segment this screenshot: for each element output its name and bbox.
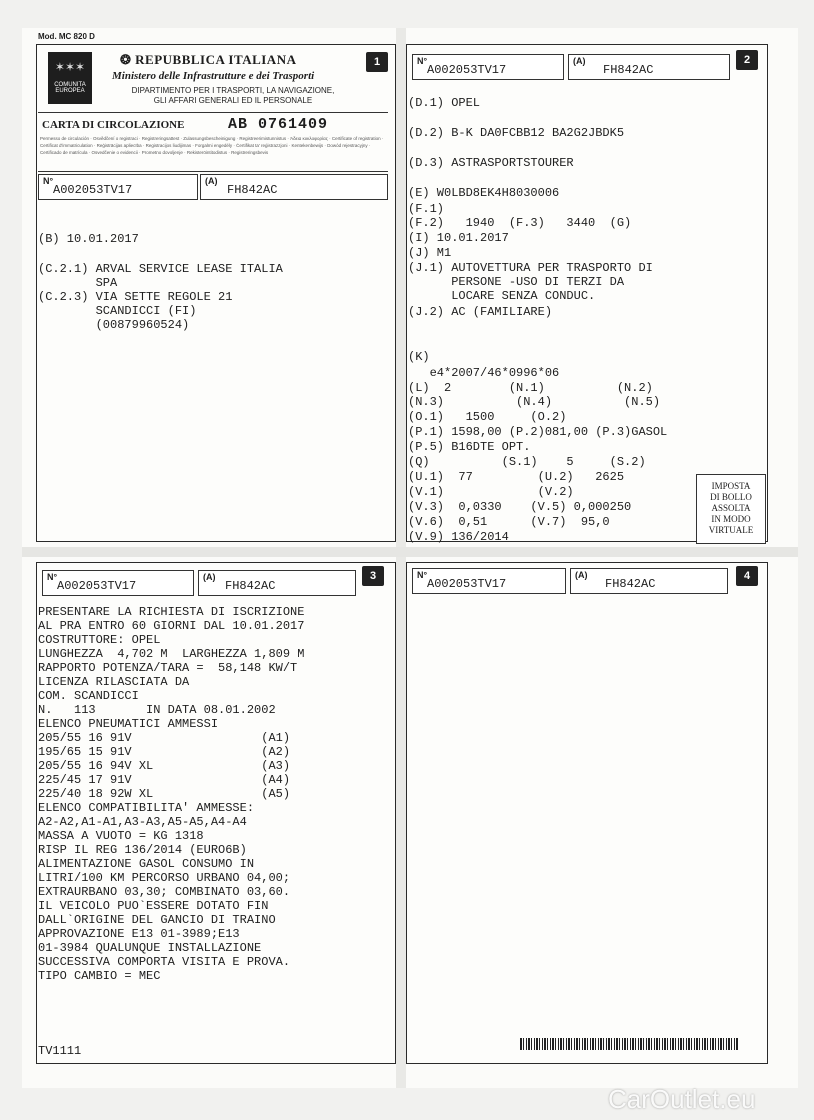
barcode-bar <box>659 1038 660 1050</box>
barcode-bar <box>715 1038 716 1050</box>
eu-emblem <box>48 52 92 104</box>
field-c23-code: (00879960524) <box>38 318 190 332</box>
barcode-bar <box>622 1038 623 1050</box>
field-f1: (F.1) <box>408 202 445 216</box>
barcode-bar <box>590 1038 591 1050</box>
panel-1-number: 1 <box>366 52 388 72</box>
barcode-bar <box>664 1038 666 1050</box>
notes-line: LITRI/100 KM PERCORSO URBANO 04,00; <box>38 871 291 885</box>
barcode-bar <box>611 1038 612 1050</box>
barcode-bar <box>574 1038 575 1050</box>
field-c23-address: (C.2.3) VIA SETTE REGOLE 21 <box>38 290 233 304</box>
notes-line: RISP IL REG 136/2014 (EURO6B) <box>38 843 247 857</box>
notes-line: LUNGHEZZA 4,702 M LARGHEZZA 1,809 M <box>38 647 305 661</box>
barcode-bar <box>627 1038 628 1050</box>
barcode-bar <box>624 1038 626 1050</box>
barcode-bar <box>558 1038 559 1050</box>
barcode-bar <box>718 1038 719 1050</box>
field-v6-v7: (V.6) 0,51 (V.7) 95,0 <box>408 515 610 529</box>
field-n3-n5: (N.3) (N.4) (N.5) <box>408 395 661 409</box>
field-f2-f3-g: (F.2) 1940 (F.3) 3440 (G) <box>408 216 632 230</box>
barcode-bar <box>710 1038 711 1050</box>
barcode-bar <box>542 1038 543 1050</box>
n-label: N° <box>43 176 54 186</box>
field-b-date: (B) 10.01.2017 <box>38 232 139 246</box>
barcode-bar <box>643 1038 644 1050</box>
a-plate-box-4 <box>570 568 728 594</box>
notes-line: EXTRAURBANO 03,30; COMBINATO 03,60. <box>38 885 291 899</box>
barcode-bar <box>584 1038 586 1050</box>
notes-line: N. 113 IN DATA 08.01.2002 <box>38 703 276 717</box>
tax-stamp <box>696 474 766 544</box>
fold-crease-horizontal <box>22 547 798 557</box>
notes-line: ALIMENTAZIONE GASOL CONSUMO IN <box>38 857 255 871</box>
republic-title <box>120 52 296 68</box>
barcode-bar <box>632 1038 634 1050</box>
barcode-bar <box>638 1038 639 1050</box>
barcode-bar <box>576 1038 578 1050</box>
barcode-bar <box>630 1038 631 1050</box>
stamp-line: ASSOLTA <box>711 503 751 513</box>
notes-line: COM. SCANDICCI <box>38 689 139 703</box>
barcode-bar <box>550 1038 551 1050</box>
barcode-bar <box>520 1038 522 1050</box>
barcode-bar <box>704 1038 706 1050</box>
field-d2: (D.2) B-K DA0FCBB12 BA2G2JBDK5 <box>408 126 625 140</box>
barcode-bar <box>619 1038 620 1050</box>
model-label: Mod. MC 820 D <box>38 32 95 41</box>
department-line-1: DIPARTIMENTO PER I TRASPORTI, LA NAVIGAZIONE, <box>131 86 335 95</box>
barcode-bar <box>568 1038 570 1050</box>
n-value: A002053TV17 <box>53 183 133 197</box>
fold-crease-vertical <box>396 28 406 1088</box>
multilingual-fine-print: Permesso de circulación · Osvědčení o registraci · Registreringsattest · Zulassungsbescheinigung · Registreerimistunnistus · Άδεια κυκλοφορίας · Certificate of registration · Certificat d'immatriculation · Reģistrācijas apliecība · Registracijos liudijimas · Forgalmi engedély · Ċertifikat ta' reġistrazzjoni · Kentekenbewijs · Dowód rejestracyjny · Certificado de matrícula · Osvedčenie o evidencii · Prometno dovoljenje · Rekisteröintitodistus · Registreringsbevis <box>40 136 384 155</box>
barcode-bar <box>528 1038 530 1050</box>
stamp-line: IN MODO <box>711 514 751 524</box>
field-c21-owner-cont: SPA <box>38 276 118 290</box>
barcode-bar <box>723 1038 724 1050</box>
barcode-bar <box>678 1038 679 1050</box>
carta-number: AB 0761409 <box>228 116 329 133</box>
n-number-box-2 <box>412 54 564 80</box>
barcode-bar <box>595 1038 596 1050</box>
stamp-line: IMPOSTA <box>711 481 751 491</box>
a-label: (A) <box>203 572 216 582</box>
field-e-vin: (E) W0LBD8EK4H8030006 <box>408 186 560 200</box>
barcode-bar <box>646 1038 647 1050</box>
barcode-bar <box>571 1038 572 1050</box>
notes-line: LICENZA RILASCIATA DA <box>38 675 190 689</box>
n-number-box-1 <box>38 174 198 200</box>
barcode-bar <box>686 1038 687 1050</box>
barcode-bar <box>598 1038 599 1050</box>
barcode-bar <box>635 1038 636 1050</box>
notes-line: 01-3984 QUALUNQUE INSTALLAZIONE <box>38 941 262 955</box>
n-label: N° <box>47 572 58 582</box>
barcode-bar <box>536 1038 538 1050</box>
notes-line: TIPO CAMBIO = MEC <box>38 969 161 983</box>
barcode-bar <box>579 1038 580 1050</box>
barcode-bar <box>608 1038 610 1050</box>
field-j1-cont-1: PERSONE -USO DI TERZI DA <box>408 275 625 289</box>
n-label: N° <box>417 56 428 66</box>
barcode <box>520 1038 740 1050</box>
field-i: (I) 10.01.2017 <box>408 231 509 245</box>
barcode-bar <box>563 1038 564 1050</box>
carta-circolazione-block <box>38 112 388 172</box>
n-value: A002053TV17 <box>427 63 507 77</box>
field-v1-v2: (V.1) (V.2) <box>408 485 574 499</box>
barcode-bar <box>712 1038 714 1050</box>
tyre-line: 225/40 18 92W XL (A5) <box>38 787 291 801</box>
barcode-bar <box>680 1038 682 1050</box>
barcode-bar <box>600 1038 602 1050</box>
barcode-bar <box>555 1038 556 1050</box>
barcode-bar <box>614 1038 615 1050</box>
notes-line: A2-A2,A1-A1,A3-A3,A5-A5,A4-A4 <box>38 815 247 829</box>
field-j: (J) M1 <box>408 246 452 260</box>
tyre-line: 205/55 16 91V (A1) <box>38 731 291 745</box>
notes-line: APPROVAZIONE E13 01-3989;E13 <box>38 927 240 941</box>
barcode-bar <box>734 1038 735 1050</box>
barcode-bar <box>670 1038 671 1050</box>
notes-line: AL PRA ENTRO 60 GIORNI DAL 10.01.2017 <box>38 619 305 633</box>
barcode-bar <box>547 1038 548 1050</box>
barcode-bar <box>731 1038 732 1050</box>
barcode-bar <box>616 1038 618 1050</box>
barcode-bar <box>672 1038 674 1050</box>
n-number-box-3 <box>42 570 194 596</box>
barcode-bar <box>696 1038 698 1050</box>
carta-title: CARTA DI CIRCOLAZIONE <box>42 119 185 131</box>
panel-2-number: 2 <box>736 50 758 70</box>
panel-4-number: 4 <box>736 566 758 586</box>
barcode-bar <box>534 1038 535 1050</box>
field-k-value: e4*2007/46*0996*06 <box>408 366 560 380</box>
a-plate-box-2 <box>568 54 730 80</box>
a-label: (A) <box>573 56 586 66</box>
barcode-bar <box>654 1038 655 1050</box>
field-d3: (D.3) ASTRASPORTSTOURER <box>408 156 574 170</box>
eu-label: COMUNITA EUROPEA <box>54 82 86 94</box>
barcode-bar <box>683 1038 684 1050</box>
field-q-s: (Q) (S.1) 5 (S.2) <box>408 455 646 469</box>
barcode-bar <box>603 1038 604 1050</box>
stamp-line: VIRTUALE <box>708 525 754 535</box>
barcode-bar <box>720 1038 722 1050</box>
field-o: (O.1) 1500 (O.2) <box>408 410 567 424</box>
panel-4 <box>406 562 768 1064</box>
barcode-bar <box>648 1038 650 1050</box>
a-plate-box-3 <box>198 570 356 596</box>
barcode-bar <box>662 1038 663 1050</box>
barcode-bar <box>560 1038 562 1050</box>
field-p: (P.1) 1598,00 (P.2)081,00 (P.3)GASOL <box>408 425 668 439</box>
barcode-bar <box>539 1038 540 1050</box>
field-v3-v5: (V.3) 0,0330 (V.5) 0,000250 <box>408 500 632 514</box>
field-l-n: (L) 2 (N.1) (N.2) <box>408 381 653 395</box>
barcode-bar <box>544 1038 546 1050</box>
a-value: FH842AC <box>603 63 654 77</box>
barcode-bar <box>728 1038 730 1050</box>
caroutlet-watermark: CarOutlet.eu <box>608 1084 756 1114</box>
notes-line: IL VEICOLO PUO`ESSERE DOTATO FIN <box>38 899 269 913</box>
republic-text: REPUBBLICA ITALIANA <box>135 52 297 67</box>
office-code: TV1111 <box>38 1044 82 1058</box>
notes-line: ELENCO COMPATIBILITA' AMMESSE: <box>38 801 255 815</box>
n-number-box-4 <box>412 568 566 594</box>
notes-line: MASSA A VUOTO = KG 1318 <box>38 829 204 843</box>
notes-line: PRESENTARE LA RICHIESTA DI ISCRIZIONE <box>38 605 305 619</box>
a-plate-box-1 <box>200 174 388 200</box>
stamp-line: DI BOLLO <box>710 492 752 502</box>
a-value: FH842AC <box>227 183 278 197</box>
barcode-bar <box>699 1038 700 1050</box>
ministry-title: Ministero delle Infrastrutture e dei Trasporti <box>112 70 315 82</box>
barcode-bar <box>736 1038 738 1050</box>
eu-stars-icon: ✶✶✶ <box>54 60 86 74</box>
field-j1-cont-2: LOCARE SENZA CONDUC. <box>408 289 596 303</box>
n-value: A002053TV17 <box>57 579 137 593</box>
field-c21-owner: (C.2.1) ARVAL SERVICE LEASE ITALIA <box>38 262 283 276</box>
a-label: (A) <box>575 570 588 580</box>
field-c23-city: SCANDICCI (FI) <box>38 304 197 318</box>
barcode-bar <box>691 1038 692 1050</box>
notes-line: ELENCO PNEUMATICI AMMESSI <box>38 717 219 731</box>
field-p5: (P.5) B16DTE OPT. <box>408 440 531 454</box>
field-u: (U.1) 77 (U.2) 2625 <box>408 470 625 484</box>
barcode-bar <box>688 1038 690 1050</box>
field-j2: (J.2) AC (FAMILIARE) <box>408 305 553 319</box>
barcode-bar <box>592 1038 594 1050</box>
notes-line: COSTRUTTORE: OPEL <box>38 633 161 647</box>
barcode-bar <box>552 1038 554 1050</box>
barcode-bar <box>675 1038 676 1050</box>
barcode-bar <box>707 1038 708 1050</box>
a-label: (A) <box>205 176 218 186</box>
department-line-2: GLI AFFARI GENERALI ED IL PERSONALE <box>153 96 313 105</box>
barcode-bar <box>606 1038 607 1050</box>
notes-line: RAPPORTO POTENZA/TARA = 58,148 KW/T <box>38 661 298 675</box>
barcode-bar <box>526 1038 527 1050</box>
notes-line: DALL`ORIGINE DEL GANCIO DI TRAINO <box>38 913 276 927</box>
barcode-bar <box>694 1038 695 1050</box>
barcode-bar <box>640 1038 642 1050</box>
barcode-bar <box>523 1038 524 1050</box>
field-j1: (J.1) AUTOVETTURA PER TRASPORTO DI <box>408 261 653 275</box>
barcode-bar <box>566 1038 567 1050</box>
a-value: FH842AC <box>605 577 656 591</box>
field-k: (K) <box>408 350 430 364</box>
field-d1: (D.1) OPEL <box>408 96 481 110</box>
barcode-bar <box>656 1038 658 1050</box>
barcode-bar <box>587 1038 588 1050</box>
barcode-bar <box>726 1038 727 1050</box>
n-value: A002053TV17 <box>427 577 507 591</box>
barcode-bar <box>667 1038 668 1050</box>
tyre-line: 225/45 17 91V (A4) <box>38 773 291 787</box>
barcode-bar <box>702 1038 703 1050</box>
emblem-icon: ❂ <box>120 52 136 67</box>
notes-line: SUCCESSIVA COMPORTA VISITA E PROVA. <box>38 955 291 969</box>
panel-3-number: 3 <box>362 566 384 586</box>
barcode-bar <box>582 1038 583 1050</box>
barcode-bar <box>531 1038 532 1050</box>
field-v9: (V.9) 136/2014 <box>408 530 509 544</box>
barcode-bar <box>651 1038 652 1050</box>
tyre-line: 205/55 16 94V XL (A3) <box>38 759 291 773</box>
n-label: N° <box>417 570 428 580</box>
a-value: FH842AC <box>225 579 276 593</box>
tyre-line: 195/65 15 91V (A2) <box>38 745 291 759</box>
